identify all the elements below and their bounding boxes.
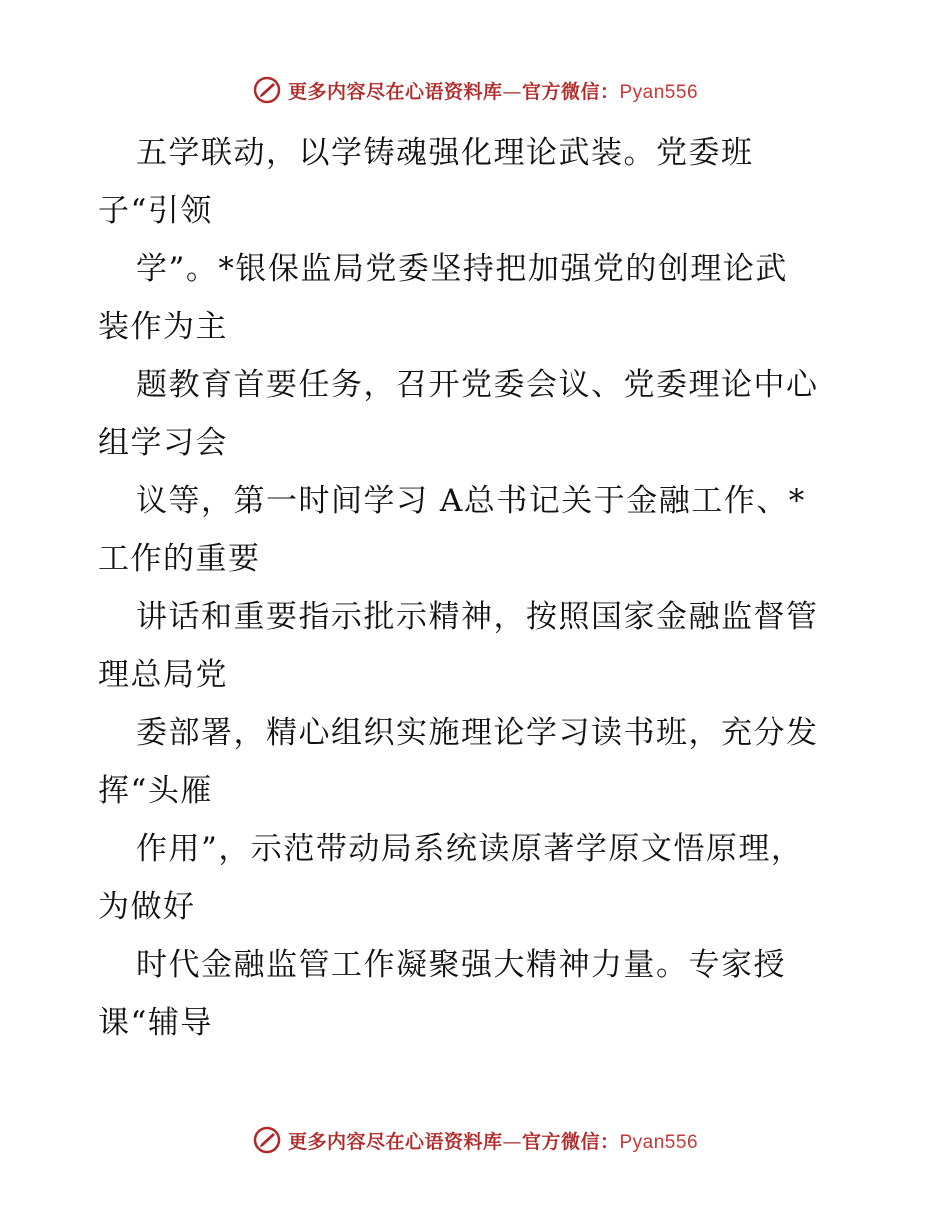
body-line: 挥“头雁	[98, 773, 213, 809]
footer-banner-title: 更多内容尽在心语资料库	[287, 1130, 503, 1153]
body-line: 装作为主	[98, 309, 228, 345]
header-banner-contact-id: Pyan556	[619, 81, 699, 103]
footer-banner-contact-id: Pyan556	[619, 1131, 699, 1153]
body-line: 工作的重要	[98, 541, 261, 577]
body-line: 作用”，示范带动局系统读原著学原文悟原理，	[136, 831, 804, 867]
body-line: 议等，第一时间学习 A总书记关于金融工作、*	[136, 483, 806, 519]
header-banner	[0, 70, 950, 110]
body-line: 组学习会	[98, 425, 228, 461]
document-body	[98, 124, 878, 1052]
body-line: 题教育首要任务，召开党委会议、党委理论中心	[136, 367, 819, 403]
footer-banner	[0, 1120, 950, 1160]
body-line: 讲话和重要指示批示精神，按照国家金融监督管	[136, 599, 819, 635]
footer-banner-separator: —	[502, 1130, 522, 1153]
header-banner-text	[288, 77, 698, 104]
body-line: 为做好	[98, 889, 196, 925]
body-line: 课“辅导	[98, 1005, 213, 1041]
body-line: 学”。*银保监局党委坚持把加强党的创理论武	[136, 251, 788, 287]
header-banner-title: 更多内容尽在心语资料库	[287, 80, 503, 103]
body-line: 理总局党	[98, 657, 228, 693]
footer-banner-contact-prefix: 官方微信：	[521, 1130, 620, 1153]
brand-logo-icon	[252, 75, 282, 105]
header-banner-contact-prefix: 官方微信：	[521, 80, 620, 103]
body-line: 委部署，精心组织实施理论学习读书班，充分发	[136, 715, 819, 751]
footer-banner-text	[288, 1127, 698, 1154]
body-line: 时代金融监管工作凝聚强大精神力量。专家授	[136, 947, 786, 983]
body-line: 五学联动，以学铸魂强化理论武装。党委班	[136, 135, 754, 171]
body-line: 子“引领	[98, 193, 213, 229]
brand-logo-icon	[252, 1125, 282, 1155]
header-banner-separator: —	[502, 80, 522, 103]
